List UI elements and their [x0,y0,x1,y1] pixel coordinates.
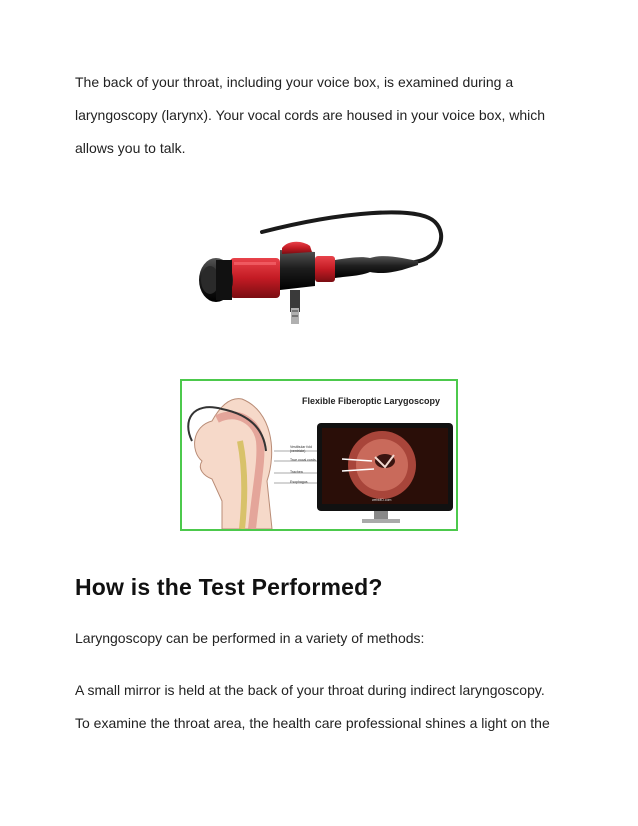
diagram-label-vestibular: Vestibular fold (ventricle) [290,445,312,453]
section-line-2: To examine the throat area, the health care professional shines a light on the [75,715,550,731]
intro-line-1: The back of your throat, including your voice box, is examined during a [75,74,514,90]
section-line-1: A small mirror is held at the back of your throat during indirect laryngoscopy. [75,682,545,698]
fiberoptic-diagram [180,379,458,531]
laryngoscope-device-icon [190,200,450,340]
section-heading: How is the Test Performed? [75,574,383,600]
intro-line-3: allows you to talk. [75,140,186,156]
section-intro: Laryngoscopy can be performed in a variety of methods: [75,630,425,646]
diagram-title: Flexible Fiberoptic Larygoscopy [302,396,441,406]
intro-paragraph [75,66,575,165]
section-paragraph [75,674,575,740]
diagram-label-vocal-cords: True vocal cords [290,458,316,462]
diagram-label-esophagus: Esophagus [290,480,308,484]
monitor-caption: webMD.com [372,498,392,502]
intro-line-2: laryngoscopy (larynx). Your vocal cords are housed in your voice box, which [75,107,546,123]
diagram-label-trachea: Trachea [290,470,303,474]
